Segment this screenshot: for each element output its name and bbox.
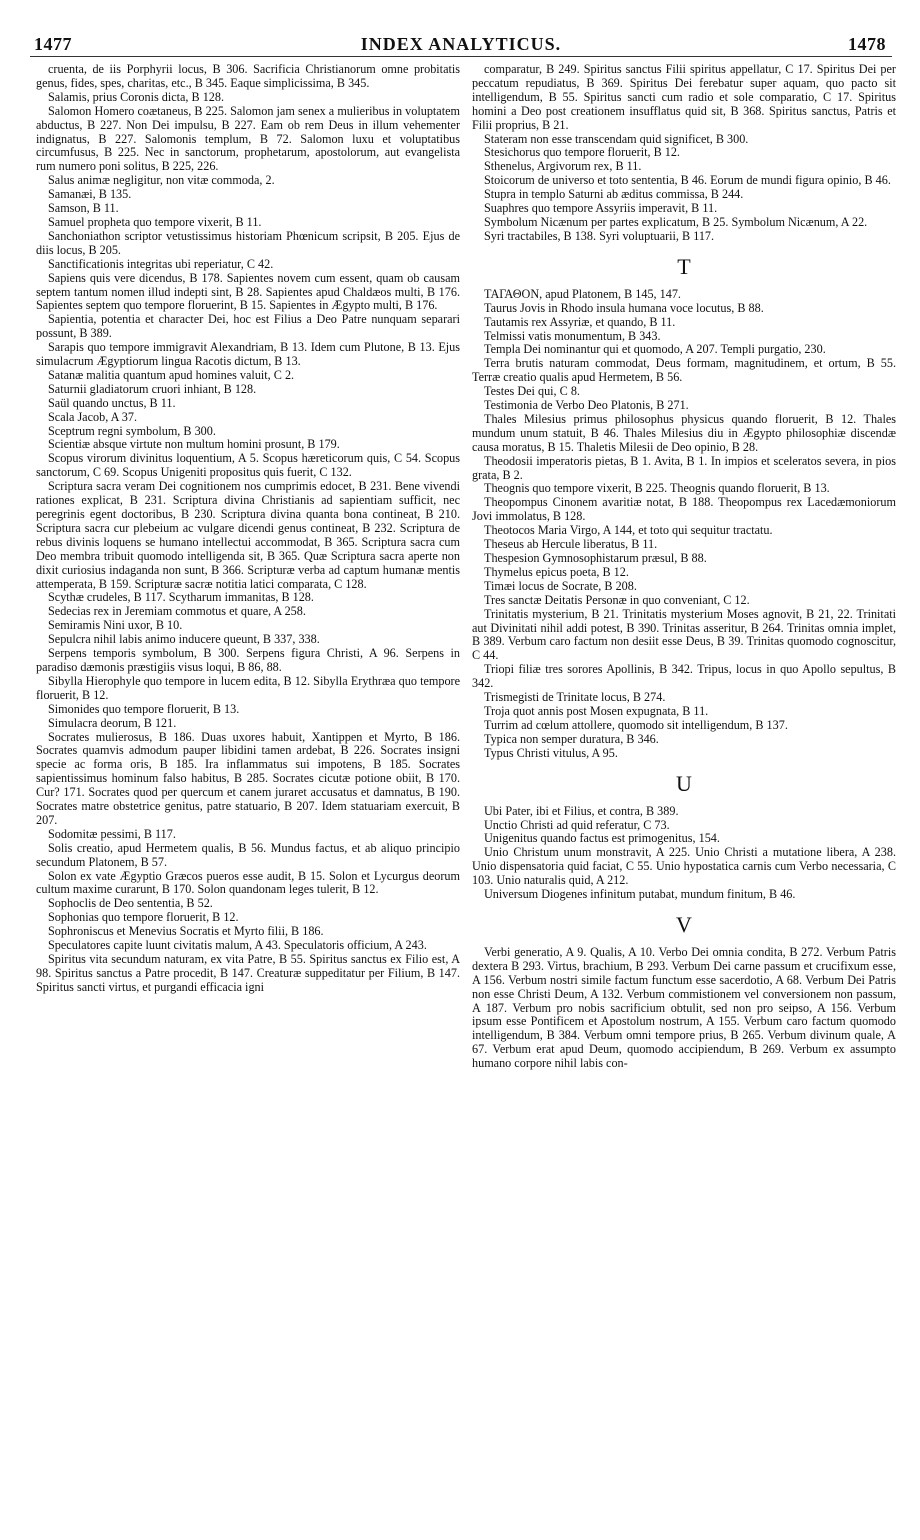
right-page-number: 1478	[848, 34, 886, 54]
index-entry: Scientiæ absque virtute non multum homini prosunt, B 179.	[48, 437, 340, 452]
index-entry: Salus animæ negligitur, non vitæ commoda, 2.	[48, 173, 275, 188]
index-entry: Sceptrum regni symbolum, B 300.	[48, 423, 216, 438]
index-entry: Socrates mulierosus, B 186. Duas uxores habuit, Xantippen et Myrto, B 186. Socrates quamvis admodum pauper libidini tamen ardebat, B 226. Socrates insigni specie ac forma oris, B 185. Ira inflammatus sui impotens, B 185. Socrates sapientissimus hominum falso habitus, B 285. Socrates cicutæ potione obiit, B 170. Cur? 171. Socrates quod per quercum et canem juraret accusatus et damnatus, B 190. Socrates matre obstetrice genitus, patre statuario, B 207. Idem statuariam exercuit, B 207.	[36, 729, 460, 827]
section-v	[472, 946, 896, 1071]
index-entry: Scala Jacob, A 37.	[48, 409, 138, 424]
index-entry: Troja quot annis post Mosen expugnata, B 11.	[484, 703, 709, 718]
index-entry: Telmissi vatis monumentum, B 343.	[484, 328, 661, 343]
index-entry: Suaphres quo tempore Assyriis imperavit, B 11.	[484, 201, 718, 216]
index-entry: Trismegisti de Trinitate locus, B 274.	[484, 690, 666, 705]
index-entry: Simonides quo tempore floruerit, B 13.	[48, 701, 240, 716]
index-entry: Saül quando unctus, B 11.	[48, 395, 176, 410]
index-entry: Taurus Jovis in Rhodo insula humana voce locutus, B 88.	[484, 300, 764, 315]
index-entry: Spiritus vita secundum naturam, ex vita Patre, B 55. Spiritus sanctus ex Filio est, A 98. Spiritus sanctus a Patre procedit, B 147. Creaturæ suppeditatur per Filium, B 147. Spiritus sancti virtus, et purgandi efficacia igni	[36, 952, 460, 994]
letter-heading-v: V	[676, 911, 692, 937]
page-title: INDEX ANALYTICUS.	[360, 34, 562, 54]
page-header	[30, 34, 892, 57]
index-entry: Sophonias quo tempore floruerit, B 12.	[48, 910, 239, 925]
index-entry: Satanæ malitia quantum apud homines valuit, C 2.	[48, 367, 295, 382]
index-entry: Unigenitus quando factus est primogenitus, 154.	[484, 831, 720, 846]
index-entry: Samuel propheta quo tempore vixerit, B 11.	[48, 214, 262, 229]
index-entry: Solon ex vate Ægyptio Græcos pueros esse audit, B 15. Solon et Lycurgus deorum cultum maxime curarunt, B 170. Solon quandonam leges tulerit, B 12.	[36, 868, 460, 897]
index-entry: Timæi locus de Socrate, B 208.	[484, 578, 637, 593]
index-entry: Templa Dei nominantur qui et quomodo, A 207. Templi purgatio, 230.	[484, 342, 826, 357]
index-entry: Ubi Pater, ibi et Filius, et contra, B 389.	[484, 803, 679, 818]
index-entry: Saturnii gladiatorum cruori inhiant, B 128.	[48, 381, 257, 396]
index-entry: Sanctificationis integritas ubi reperiatur, C 42.	[48, 256, 274, 271]
index-entry: Theodosii imperatoris pietas, B 1. Avita, B 1. In impios et sceleratos severa, in pios grata, B 2.	[472, 453, 896, 482]
index-entry: Syri tractabiles, B 138. Syri voluptuarii, B 117.	[484, 228, 715, 243]
index-entry: Typica non semper duratura, B 346.	[484, 731, 659, 746]
index-entry: Theotocos Maria Virgo, A 144, et toto qui sequitur tractatu.	[484, 523, 773, 538]
index-entry: Theopompus Cinonem avaritiæ notat, B 188. Theopompus rex Lacedæmoniorum Jovi immolatus, B 128.	[472, 495, 896, 524]
index-entry: Samanæi, B 135.	[48, 187, 132, 202]
index-entry: Testes Dei qui, C 8.	[484, 384, 580, 399]
right-column	[472, 63, 896, 1071]
index-entry: Unctio Christi ad quid referatur, C 73.	[484, 817, 670, 832]
index-entry: comparatur, B 249. Spiritus sanctus Filii spiritus appellatur, C 17. Spiritus Dei per peccatum repudiatus, B 369. Spiritus Dei ferebatur super aquam, quo pacto sit intelligendum, B 55. Spiritus sancti cum radio et sole comparatio, C 17. Spiritus homini a Deo post creationem insufflatus quid sit, B 368. Spiritus sanctus, Patris et Filii proprius, B 21.	[472, 62, 896, 132]
index-entry: Theognis quo tempore vixerit, B 225. Theognis quando floruerit, B 13.	[484, 481, 830, 496]
section-u	[472, 805, 896, 902]
index-entry: Serpens temporis symbolum, B 300. Serpens figura Christi, A 96. Serpens in paradiso dæmonis præstigiis visus loqui, B 86, 88.	[36, 646, 460, 674]
index-entry: Thymelus epicus poeta, B 12.	[484, 564, 629, 579]
index-entry: Salomon Homero coætaneus, B 225. Salomon jam senex a mulieribus in voluptatem abductus, B 227. Non Dei impulsu, B 227. Eam ob rem Deus in illum vehementer indignatus, B 227. Salomonis templum, B 72. Salomon luxu et voluptatibus circumfusus, B 225. Nec in sanctorum, prophetarum, apostolorum, aut evangelista rum numero poni solitus, B 225, 226.	[36, 103, 460, 174]
index-entry: Universum Diogenes infinitum putabat, mundum finitum, B 46.	[484, 887, 796, 902]
index-entry: Tres sanctæ Deitatis Personæ in quo conveniant, C 12.	[484, 592, 750, 607]
index-entry: Solis creatio, apud Hermetem qualis, B 56. Mundus factus, et ab aliquo principio secundum Platonem, B 57.	[36, 840, 460, 869]
index-entry: Sarapis quo tempore immigravit Alexandriam, B 13. Idem cum Plutone, B 13. Ejus simulacrum Ægyptiorum lingua Racotis dictum, B 13.	[36, 340, 460, 369]
index-entry: Scopus virorum divinitus loquentium, A 5. Scopus hæreticorum quis, C 54. Scopus sanctorum, C 69. Scopus Unigeniti propositus quis fuerit, C 132.	[36, 451, 460, 480]
index-entry: ΤΑΓΑΘΟΝ, apud Platonem, B 145, 147.	[484, 286, 681, 301]
index-entry: Stateram non esse transcendam quid significet, B 300.	[484, 131, 749, 146]
index-entry: Typus Christi vitulus, A 95.	[484, 745, 618, 760]
index-entry: Simulacra deorum, B 121.	[48, 715, 177, 730]
index-entry: Scriptura sacra veram Dei cognitionem nos cumprimis edocet, B 231. Bene vivendi rationes explicat, B 231. Scriptura divina Christianis ad sapientiam sufficit, nec peregrinis egent doctoribus, B 230. Scriptura divina quanta bona contineat, B 210. Scriptura sacra cur plebeium ac vulgare dicendi genus contineat, B 232. Scriptura de rebus divinis loquens se humano intellectui accommodat, B 365. Scriptura sacra cum Deo membra tribuit quomodo intelligenda sit, B 365. Quæ Scriptura sacra aperte non dixit curiosius indaganda non sunt, B 366. Scripturæ verba ad captum humanæ mentis attemperata, B 159. Scripturæ sacræ notitia latici comparata, C 128.	[36, 479, 460, 591]
left-column	[36, 63, 460, 995]
letter-heading-t: T	[677, 253, 691, 279]
index-entry: Sanchoniathon scriptor vetustissimus historiam Phœnicum scripsit, B 205. Ejus de diis locus, B 205.	[36, 228, 460, 257]
index-entry: Sedecias rex in Jeremiam commotus et quare, A 258.	[48, 604, 306, 619]
index-entry: Sophoclis de Deo sententia, B 52.	[48, 896, 213, 911]
index-entry: Theseus ab Hercule liberatus, B 11.	[484, 537, 658, 552]
index-entry: Symbolum Nicænum per partes explicatum, B 25. Symbolum Nicænum, A 22.	[484, 214, 868, 229]
index-entry: Turrim ad cœlum attollere, quomodo sit intelligendum, B 137.	[484, 717, 788, 732]
section-t	[472, 288, 896, 761]
index-entry: Stesichorus quo tempore floruerit, B 12.	[484, 145, 680, 160]
index-entry: Salamis, prius Coronis dicta, B 128.	[48, 89, 225, 104]
index-entry: Stupra in templo Saturni ab æditus commissa, B 244.	[484, 187, 744, 202]
index-entry: Sepulcra nihil labis animo inducere queunt, B 337, 338.	[48, 632, 320, 647]
index-entry: Scythæ crudeles, B 117. Scytharum immanitas, B 128.	[48, 590, 314, 605]
index-entry: Testimonia de Verbo Deo Platonis, B 271.	[484, 398, 689, 413]
left-page-number: 1477	[34, 34, 72, 54]
index-entry: Tautamis rex Assyriæ, et quando, B 11.	[484, 314, 676, 329]
letter-heading-u: U	[676, 770, 692, 796]
index-entry: Sophroniscus et Menevius Socratis et Myrto filii, B 186.	[48, 924, 324, 939]
index-entry: Triopi filiæ tres sorores Apollinis, B 342. Tripus, locus in quo Apollo sepultus, B 342.	[472, 662, 896, 691]
index-entry: Thales Milesius primus philosophus physicus quando floruerit, B 12. Thales mundum unum statuit, B 46. Thales Milesius diu in Ægypto philosophiæ discendæ causa moratus, B 15. Thaletis Milesii de Deo opinio, B 28.	[472, 411, 896, 454]
index-entry: Sapiens quis vere dicendus, B 178. Sapientes novem cum essent, quam ob causam septem tantum nomen illud indepti sint, B 28. Sapientes apud Chaldæos multi, B 176. Sapientes septem quo tempore floruerint, B 15. Sapientes in Ægypto multi, B 176.	[36, 270, 460, 313]
index-entry: Verbi generatio, A 9. Qualis, A 10. Verbo Dei omnia condita, B 272. Verbum Patris dextera B 293. Virtus, brachium, B 293. Verbum Dei carne passum et crucifixum esse, A 156. Verbum nostri simile factum functum esse sacerdotio, A 68. Verbum Dei Patris non esse Christi Deum, A 132. Verbum commistionem vel conversionem non passum, A 187. Verbum pro nobis sacrificium obtulit, sed non pro seipso, A 156. Verbum ipsum esse Pontificem et Apostolum nostrum, A 155. Verbum caro factum quomodo intelligendum, B 384. Verbum omni tempore prius, B 265. Verbum divinum quale, A 67. Verbum erat apud Deum, quomodo accipiendum, B 269. Verbum ex assumpto humano corpore nihil labis con-	[472, 944, 896, 1071]
index-entry: Samson, B 11.	[48, 201, 119, 216]
index-entry: Trinitatis mysterium, B 21. Trinitatis mysterium Moses agnovit, B 21, 22. Trinitati aut Divinitati nihil addi potest, B 390. Trinitas asseritur, B 264. Trinitas omnia implet, B 389. Verbum caro factum non desiit esse Deus, B 39. Trinitas quomodo cognoscitur, C 44.	[472, 606, 896, 663]
index-entry: Sapientia, potentia et character Dei, hoc est Filius a Deo Patre nunquam separari possunt, B 389.	[36, 312, 460, 341]
index-entry: Semiramis Nini uxor, B 10.	[48, 618, 183, 633]
index-entry: Speculatores capite luunt civitatis malum, A 43. Speculatoris officium, A 243.	[48, 938, 427, 953]
index-entry: Thespesion Gymnosophistarum præsul, B 88.	[484, 551, 707, 565]
index-entry: cruenta, de iis Porphyrii locus, B 306. Sacrificia Christianorum omne probitatis genus, fides, spes, charitas, etc., B 345. Eaque simplicissima, B 345.	[36, 62, 460, 90]
index-entry: Sthenelus, Argivorum rex, B 11.	[484, 159, 642, 174]
index-entry: Stoicorum de universo et toto sententia, B 46. Eorum de mundi figura opinio, B 46.	[484, 173, 891, 188]
index-entry: Terra brutis naturam commodat, Deus formam, magnitudinem, et ortum, B 55. Terræ creatio qualis apud Hermetem, B 56.	[472, 356, 896, 385]
section-s-continued	[472, 63, 896, 244]
index-entry: Sibylla Hierophyle quo tempore in lucem edita, B 12. Sibylla Erythræa quo tempore floruerit, B 12.	[36, 673, 460, 702]
index-entry: Unio Christum unum monstravit, A 225. Unio Christi a mutatione libera, A 238. Unio dispensatoria quid faciat, C 55. Unio hypostatica carnis cum Verbo necessaria, C 103. Unio naturalis quid, A 212.	[472, 845, 896, 888]
index-entry: Sodomitæ pessimi, B 117.	[48, 826, 176, 841]
